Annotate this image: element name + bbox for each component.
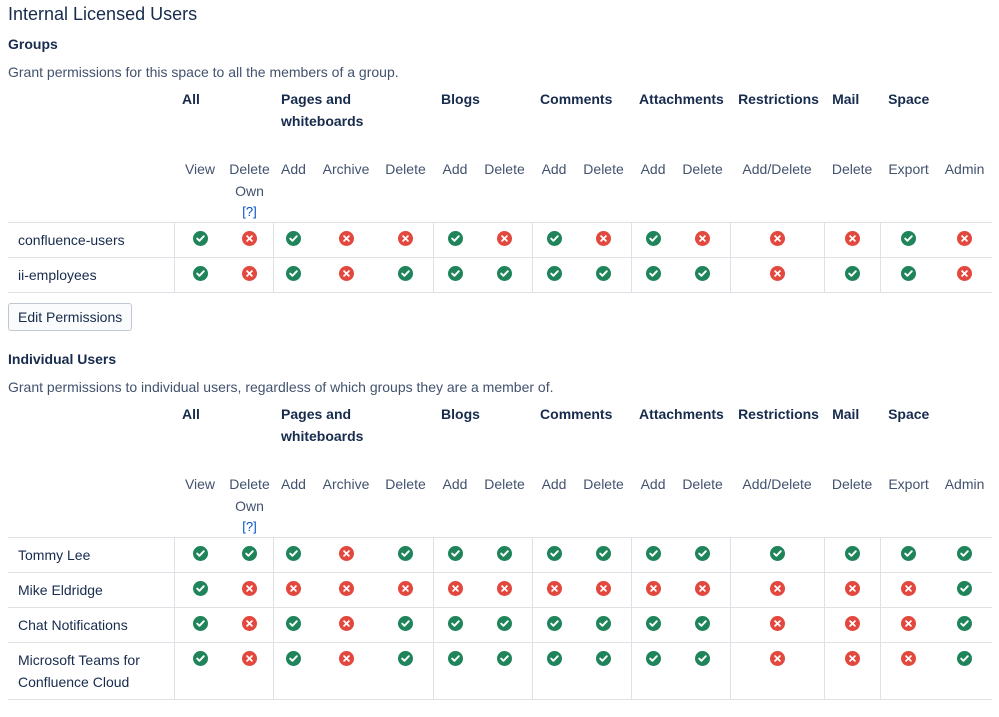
permission-cell-delete [824, 573, 880, 608]
permission-cell-add [532, 643, 576, 700]
category-header-restrictions: Restrictions [738, 91, 819, 107]
permission-cell-add-delete [730, 608, 824, 643]
check-circle-icon [398, 651, 413, 666]
cross-circle-icon [339, 231, 354, 246]
table-row [8, 258, 992, 293]
column-header-label: Add [442, 476, 468, 492]
individual-users-section-description: Grant permissions to individual users, regardless of which groups they are a member of. [8, 379, 554, 395]
column-header-label: Delete Own [229, 476, 270, 514]
row-name: confluence-users [8, 223, 174, 258]
column-header-view [174, 466, 226, 538]
cross-circle-icon [845, 231, 860, 246]
check-circle-icon [547, 231, 562, 246]
check-circle-icon [646, 616, 661, 631]
permission-cell-delete-own [226, 538, 273, 573]
column-header-label: Delete [385, 161, 426, 177]
column-header-label: Add [541, 476, 567, 492]
category-header-comments: Comments [540, 406, 613, 422]
permission-cell-view [174, 573, 226, 608]
permission-cell-delete [378, 538, 433, 573]
check-circle-icon [286, 231, 301, 246]
permission-cell-archive [314, 643, 378, 700]
check-circle-icon [193, 651, 208, 666]
check-circle-icon [695, 546, 710, 561]
permission-cell-add-delete [730, 258, 824, 293]
permission-cell-admin [937, 223, 992, 258]
empty-header-cell [8, 86, 174, 151]
column-header-label: Add [442, 161, 468, 177]
check-circle-icon [596, 266, 611, 281]
edit-permissions-button[interactable]: Edit Permissions [8, 303, 132, 331]
cross-circle-icon [398, 231, 413, 246]
column-header-add [433, 466, 477, 538]
permission-cell-archive [314, 573, 378, 608]
check-circle-icon [448, 616, 463, 631]
check-circle-icon [398, 266, 413, 281]
check-circle-icon [286, 266, 301, 281]
cross-circle-icon [646, 581, 661, 596]
category-header-restrictions: Restrictions [738, 406, 819, 422]
permission-category-header-row [8, 401, 992, 466]
cross-circle-icon [242, 266, 257, 281]
permission-cell-export [880, 223, 937, 258]
row-name: ii-employees [8, 258, 174, 293]
column-header-delete [477, 151, 532, 223]
permission-cell-view [174, 223, 226, 258]
permission-cell-delete [824, 643, 880, 700]
permission-cell-admin [937, 643, 992, 700]
column-header-label: Add/Delete [742, 161, 812, 177]
cross-circle-icon [901, 651, 916, 666]
check-circle-icon [193, 546, 208, 561]
column-header-delete [675, 151, 730, 223]
category-header-pages-and-whiteboards: Pages and whiteboards [281, 406, 364, 444]
column-header-add [433, 151, 477, 223]
check-circle-icon [770, 546, 785, 561]
permission-cell-add [273, 643, 314, 700]
cross-circle-icon [770, 616, 785, 631]
permission-cell-delete-own [226, 223, 273, 258]
permission-cell-delete [675, 643, 730, 700]
individual-users-permissions-table [8, 401, 992, 700]
cross-circle-icon [770, 231, 785, 246]
permission-cell-add-delete [730, 538, 824, 573]
permission-cell-view [174, 643, 226, 700]
permission-cell-archive [314, 223, 378, 258]
check-circle-icon [448, 651, 463, 666]
cross-circle-icon [770, 651, 785, 666]
permission-cell-add [631, 608, 675, 643]
permission-cell-delete [378, 643, 433, 700]
column-header-label: Delete [682, 476, 723, 492]
cross-circle-icon [957, 231, 972, 246]
permission-cell-view [174, 608, 226, 643]
check-circle-icon [286, 546, 301, 561]
check-circle-icon [957, 651, 972, 666]
check-circle-icon [193, 266, 208, 281]
category-header-attachments: Attachments [639, 406, 724, 422]
permission-cell-add [631, 643, 675, 700]
column-header-label: Delete [831, 161, 873, 177]
check-circle-icon [547, 651, 562, 666]
column-header-delete-own [226, 466, 273, 538]
permission-cell-admin [937, 573, 992, 608]
check-circle-icon [901, 231, 916, 246]
permission-cell-delete-own [226, 258, 273, 293]
permission-cell-add [273, 258, 314, 293]
column-header-add [631, 151, 675, 223]
check-circle-icon [695, 616, 710, 631]
column-header-label: Add [640, 476, 666, 492]
permission-cell-admin [937, 608, 992, 643]
category-header-mail: Mail [832, 406, 860, 422]
table-row [8, 223, 992, 258]
permission-cell-add [273, 223, 314, 258]
permission-cell-delete [824, 223, 880, 258]
column-header-archive [314, 151, 378, 223]
empty-header-cell [8, 401, 174, 466]
permission-cell-add [532, 258, 576, 293]
column-header-add-delete [730, 466, 824, 538]
permission-cell-delete-own [226, 608, 273, 643]
column-header-add [273, 466, 314, 538]
permission-cell-delete [576, 223, 631, 258]
permission-cell-delete-own [226, 643, 273, 700]
cross-circle-icon [497, 231, 512, 246]
check-circle-icon [596, 616, 611, 631]
cross-circle-icon [957, 266, 972, 281]
cross-circle-icon [770, 581, 785, 596]
column-header-label: View [184, 161, 216, 177]
cross-circle-icon [339, 266, 354, 281]
column-header-label: Delete [583, 161, 624, 177]
check-circle-icon [957, 546, 972, 561]
column-header-label: Add [640, 161, 666, 177]
permission-cell-add-delete [730, 643, 824, 700]
check-circle-icon [547, 616, 562, 631]
column-header-export [880, 151, 937, 223]
check-circle-icon [497, 266, 512, 281]
permission-cell-admin [937, 258, 992, 293]
groups-permissions-table [8, 86, 992, 293]
permission-cell-delete [378, 608, 433, 643]
check-circle-icon [646, 546, 661, 561]
permission-cell-delete [824, 538, 880, 573]
check-circle-icon [901, 266, 916, 281]
permission-cell-view [174, 258, 226, 293]
column-header-view [174, 151, 226, 223]
category-header-comments: Comments [540, 91, 613, 107]
table-row [8, 643, 992, 700]
permission-cell-add [273, 573, 314, 608]
category-header-space: Space [888, 91, 930, 107]
check-circle-icon [398, 616, 413, 631]
permission-cell-delete [477, 258, 532, 293]
column-header-delete [675, 466, 730, 538]
permission-category-header-row [8, 86, 992, 151]
permission-cell-delete [675, 223, 730, 258]
check-circle-icon [646, 231, 661, 246]
check-circle-icon [845, 266, 860, 281]
check-circle-icon [845, 546, 860, 561]
column-header-add [273, 151, 314, 223]
permission-cell-add [532, 608, 576, 643]
cross-circle-icon [242, 651, 257, 666]
permission-cell-view [174, 538, 226, 573]
permission-column-header-row [8, 151, 992, 223]
permission-cell-add [273, 538, 314, 573]
column-header-delete [824, 151, 880, 223]
check-circle-icon [646, 266, 661, 281]
permission-cell-delete [477, 223, 532, 258]
permission-cell-add [631, 538, 675, 573]
permission-cell-delete [576, 608, 631, 643]
cross-circle-icon [339, 546, 354, 561]
category-header-all: All [182, 406, 200, 422]
permission-cell-archive [314, 258, 378, 293]
cross-circle-icon [339, 651, 354, 666]
check-circle-icon [695, 266, 710, 281]
column-header-delete [477, 466, 532, 538]
column-header-label: Add [281, 476, 306, 492]
cross-circle-icon [497, 581, 512, 596]
check-circle-icon [448, 546, 463, 561]
permission-cell-delete [824, 258, 880, 293]
permission-cell-delete [675, 608, 730, 643]
permission-cell-admin [937, 538, 992, 573]
cross-circle-icon [339, 616, 354, 631]
column-header-label: Add [541, 161, 567, 177]
column-header-label: Admin [944, 161, 985, 177]
cross-circle-icon [242, 616, 257, 631]
column-header-delete [576, 151, 631, 223]
individual-users-section-title: Individual Users [8, 351, 117, 367]
check-circle-icon [286, 651, 301, 666]
permission-cell-add [631, 258, 675, 293]
row-name: Tommy Lee [8, 538, 174, 573]
check-circle-icon [448, 231, 463, 246]
column-header-label: Archive [322, 476, 370, 492]
check-circle-icon [497, 546, 512, 561]
column-header-archive [314, 466, 378, 538]
cross-circle-icon [339, 581, 354, 596]
permission-cell-add [532, 573, 576, 608]
column-header-label: Admin [944, 476, 985, 492]
column-header-delete-own [226, 151, 273, 223]
column-header-add [532, 466, 576, 538]
permission-cell-add [631, 573, 675, 608]
row-name: Microsoft Teams for Confluence Cloud [8, 643, 174, 700]
groups-section-title: Groups [8, 36, 58, 52]
column-header-add [631, 466, 675, 538]
category-header-attachments: Attachments [639, 91, 724, 107]
permission-cell-add [273, 608, 314, 643]
permission-cell-delete-own [226, 573, 273, 608]
cross-circle-icon [547, 581, 562, 596]
check-circle-icon [193, 231, 208, 246]
cross-circle-icon [901, 616, 916, 631]
cross-circle-icon [695, 231, 710, 246]
check-circle-icon [957, 581, 972, 596]
permission-cell-delete [477, 643, 532, 700]
column-header-label: Delete Own [229, 161, 270, 199]
permission-cell-export [880, 608, 937, 643]
cross-circle-icon [286, 581, 301, 596]
column-header-label: Delete [583, 476, 624, 492]
permission-cell-delete [675, 538, 730, 573]
category-header-blogs: Blogs [441, 91, 480, 107]
cross-circle-icon [695, 581, 710, 596]
column-header-label: Delete [831, 476, 873, 492]
column-header-admin [937, 151, 992, 223]
column-header-admin [937, 466, 992, 538]
permission-cell-add [433, 573, 477, 608]
column-header-label: Export [888, 476, 929, 492]
permission-cell-export [880, 643, 937, 700]
delete-own-help-link[interactable]: [?] [242, 204, 257, 219]
table-row [8, 573, 992, 608]
category-header-pages-and-whiteboards: Pages and whiteboards [281, 91, 364, 129]
permission-cell-archive [314, 608, 378, 643]
cross-circle-icon [596, 581, 611, 596]
permission-cell-add [433, 608, 477, 643]
column-header-delete [576, 466, 631, 538]
permission-column-header-row [8, 466, 992, 538]
permission-cell-delete [477, 608, 532, 643]
cross-circle-icon [770, 266, 785, 281]
check-circle-icon [596, 651, 611, 666]
permission-cell-delete [477, 538, 532, 573]
cross-circle-icon [596, 231, 611, 246]
cross-circle-icon [398, 581, 413, 596]
permission-cell-delete [378, 573, 433, 608]
check-circle-icon [448, 266, 463, 281]
permission-cell-export [880, 538, 937, 573]
check-circle-icon [646, 651, 661, 666]
permission-cell-delete [477, 573, 532, 608]
permission-cell-delete [576, 538, 631, 573]
cross-circle-icon [845, 616, 860, 631]
permission-cell-delete [576, 643, 631, 700]
permission-cell-add-delete [730, 573, 824, 608]
check-circle-icon [242, 546, 257, 561]
check-circle-icon [957, 616, 972, 631]
check-circle-icon [547, 266, 562, 281]
cross-circle-icon [845, 651, 860, 666]
check-circle-icon [193, 616, 208, 631]
permission-cell-archive [314, 538, 378, 573]
check-circle-icon [695, 651, 710, 666]
check-circle-icon [398, 546, 413, 561]
check-circle-icon [901, 546, 916, 561]
permission-cell-delete [378, 258, 433, 293]
permission-cell-add [631, 223, 675, 258]
table-row [8, 538, 992, 573]
column-header-label: Add/Delete [742, 476, 812, 492]
column-header-label: Delete [484, 161, 525, 177]
permission-cell-add [433, 643, 477, 700]
permission-cell-delete [675, 573, 730, 608]
check-circle-icon [497, 651, 512, 666]
column-header-label: Delete [484, 476, 525, 492]
groups-section-description: Grant permissions for this space to all the members of a group. [8, 64, 399, 80]
permission-cell-delete [378, 223, 433, 258]
cross-circle-icon [242, 231, 257, 246]
permission-cell-add [433, 223, 477, 258]
check-circle-icon [596, 546, 611, 561]
column-header-add-delete [730, 151, 824, 223]
check-circle-icon [286, 616, 301, 631]
permission-cell-export [880, 258, 937, 293]
column-header-label: Export [888, 161, 929, 177]
permission-cell-delete [675, 258, 730, 293]
page-title: Internal Licensed Users [8, 4, 198, 24]
column-header-label: Archive [322, 161, 370, 177]
row-name: Chat Notifications [8, 608, 174, 643]
column-header-add [532, 151, 576, 223]
category-header-all: All [182, 91, 200, 107]
check-circle-icon [193, 581, 208, 596]
cross-circle-icon [845, 581, 860, 596]
check-circle-icon [547, 546, 562, 561]
permission-cell-add [433, 538, 477, 573]
cross-circle-icon [901, 581, 916, 596]
category-header-blogs: Blogs [441, 406, 480, 422]
permission-cell-add [532, 538, 576, 573]
empty-header-cell [8, 466, 174, 538]
permission-cell-delete [576, 258, 631, 293]
empty-header-cell [8, 151, 174, 223]
cross-circle-icon [448, 581, 463, 596]
column-header-delete [378, 466, 433, 538]
column-header-label: Delete [385, 476, 426, 492]
column-header-delete [824, 466, 880, 538]
permission-cell-delete [576, 573, 631, 608]
check-circle-icon [497, 616, 512, 631]
column-header-label: Add [281, 161, 306, 177]
column-header-label: View [184, 476, 216, 492]
permission-cell-add [433, 258, 477, 293]
permission-cell-add-delete [730, 223, 824, 258]
cross-circle-icon [242, 581, 257, 596]
delete-own-help-link[interactable]: [?] [242, 519, 257, 534]
column-header-export [880, 466, 937, 538]
column-header-delete [378, 151, 433, 223]
table-row [8, 608, 992, 643]
column-header-label: Delete [682, 161, 723, 177]
category-header-mail: Mail [832, 91, 860, 107]
row-name: Mike Eldridge [8, 573, 174, 608]
permission-cell-delete [824, 608, 880, 643]
category-header-space: Space [888, 406, 930, 422]
permission-cell-export [880, 573, 937, 608]
permission-cell-add [532, 223, 576, 258]
